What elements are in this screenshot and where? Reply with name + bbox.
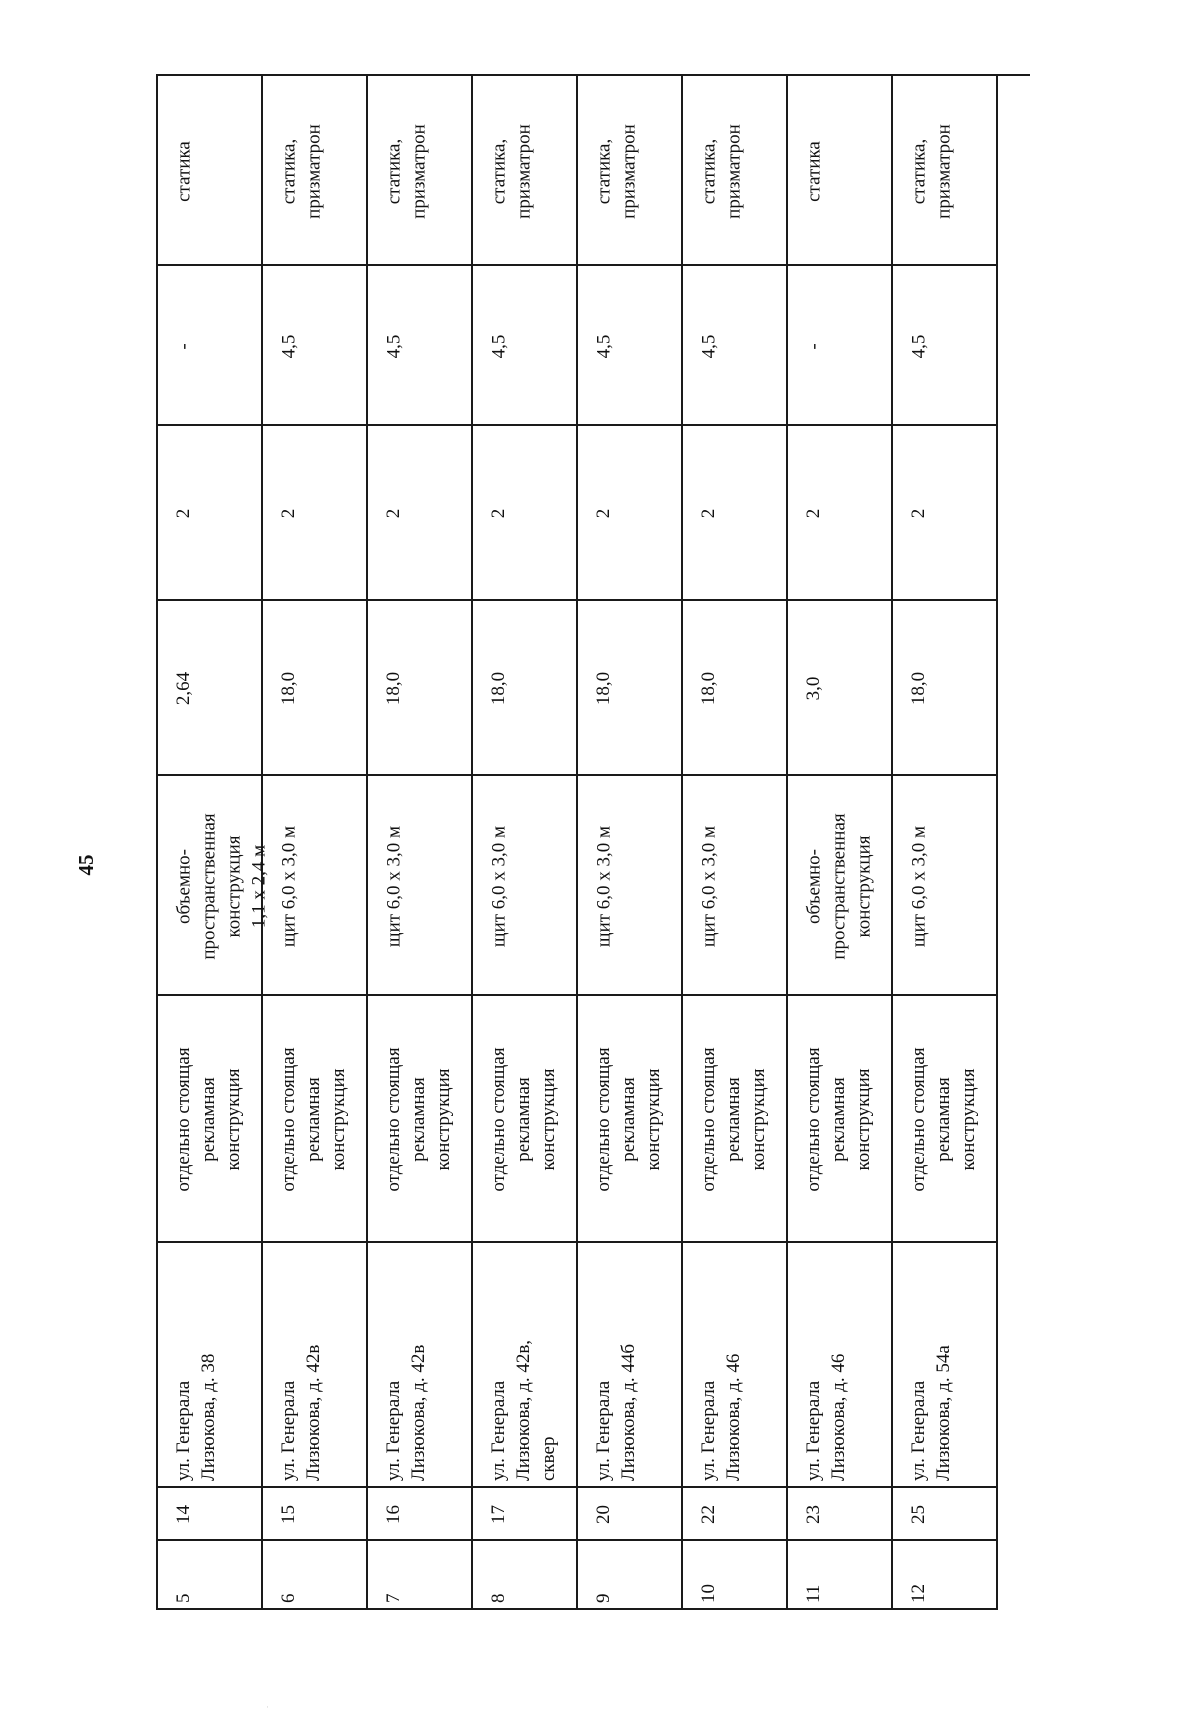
cell-type [683,996,788,1243]
cell-text-type: отдельно стоящая рекламная конструкция [173,1047,244,1192]
cell-code [578,1488,683,1541]
table-row [368,76,473,1610]
cell-text-mode: статика, призматрон [698,123,744,219]
cell-area [473,601,578,776]
advertising-structures-table [156,74,1030,1610]
cell-text-no: 5 [173,1593,194,1603]
cell-text-kind: объемно- пространственная конструкция 1,1 х 2,4 м [173,812,269,960]
cell-text-area: 2,64 [173,671,194,706]
cell-text-no: 12 [908,1584,929,1603]
cell-text-area: 18,0 [278,671,299,706]
cell-text-area: 18,0 [383,671,404,706]
cell-height [893,266,998,426]
cell-text-mode: статика, призматрон [383,123,429,219]
cell-type [893,996,998,1243]
cell-text-address: ул. Генерала Лизюкова, д. 38 [173,1353,219,1481]
cell-code [683,1488,788,1541]
cell-mode [368,76,473,266]
cell-height [368,266,473,426]
cell-sides [683,426,788,601]
cell-address [368,1243,473,1488]
cell-mode [578,76,683,266]
cell-type [473,996,578,1243]
table-row [158,76,269,1610]
cell-text-kind: щит 6,0 х 3,0 м [383,825,404,947]
cell-text-area: 18,0 [698,671,719,706]
cell-text-address: ул. Генерала Лизюкова, д. 44б [593,1343,639,1481]
cell-height [473,266,578,426]
cell-text-height: - [803,342,824,350]
cell-kind [368,776,473,996]
cell-text-address: ул. Генерала Лизюкова, д. 42в [383,1344,429,1481]
cell-text-kind: щит 6,0 х 3,0 м [908,825,929,947]
cell-text-code: 17 [488,1505,509,1524]
cell-text-sides: 2 [803,508,824,519]
cell-text-type: отдельно стоящая рекламная конструкция [698,1047,769,1192]
cell-text-sides: 2 [173,508,194,519]
cell-text-height: 4,5 [593,334,614,358]
cell-height [158,266,263,426]
cell-text-kind: щит 6,0 х 3,0 м [698,825,719,947]
cell-text-area: 18,0 [593,671,614,706]
cell-kind [788,776,893,996]
cell-text-type: отдельно стоящая рекламная конструкция [593,1047,664,1192]
cell-sides [263,426,368,601]
cell-text-mode: статика, призматрон [488,123,534,219]
cell-area [368,601,473,776]
cell-text-code: 14 [173,1505,194,1524]
cell-no [683,1541,788,1610]
cell-text-area: 18,0 [908,671,929,706]
cell-text-height: 4,5 [278,334,299,358]
cell-code [158,1488,263,1541]
cell-height [578,266,683,426]
cell-text-sides: 2 [488,508,509,519]
cell-no [788,1541,893,1610]
cell-sides [368,426,473,601]
cell-area [578,601,683,776]
cell-text-type: отдельно стоящая рекламная конструкция [908,1047,979,1192]
cell-text-no: 11 [803,1584,824,1603]
cell-text-address: ул. Генерала Лизюкова, д. 54а [908,1345,954,1481]
cell-address [788,1243,893,1488]
cell-mode [473,76,578,266]
cell-mode [263,76,368,266]
cell-text-type: отдельно стоящая рекламная конструкция [803,1047,874,1192]
cell-code [368,1488,473,1541]
cell-text-mode: статика, призматрон [593,123,639,219]
cell-height [788,266,893,426]
cell-kind [158,776,269,996]
cell-text-no: 7 [383,1593,404,1603]
cell-kind [473,776,578,996]
table-row [893,76,998,1610]
cell-code [473,1488,578,1541]
cell-text-code: 15 [278,1505,299,1524]
cell-sides [578,426,683,601]
cell-sides [158,426,263,601]
cell-text-sides: 2 [908,508,929,519]
cell-text-no: 9 [593,1593,614,1603]
cell-type [788,996,893,1243]
cell-no [368,1541,473,1610]
table-row [473,76,578,1610]
cell-text-no: 8 [488,1593,509,1603]
cell-address [893,1243,998,1488]
cell-text-address: ул. Генерала Лизюкова, д. 42в, сквер [488,1339,559,1481]
table-row [788,76,893,1610]
cell-text-no: 6 [278,1593,299,1603]
cell-type [158,996,263,1243]
cell-code [788,1488,893,1541]
cell-no [473,1541,578,1610]
cell-text-address: ул. Генерала Лизюкова, д. 42в [278,1344,324,1481]
cell-code [263,1488,368,1541]
cell-text-type: отдельно стоящая рекламная конструкция [278,1047,349,1192]
cell-text-code: 25 [908,1505,929,1524]
cell-text-sides: 2 [698,508,719,519]
cell-address [683,1243,788,1488]
cell-no [893,1541,998,1610]
cell-text-height: 4,5 [488,334,509,358]
cell-no [158,1541,263,1610]
cell-text-area: 3,0 [803,676,824,701]
cell-text-height: - [173,342,194,350]
cell-text-kind: щит 6,0 х 3,0 м [593,825,614,947]
cell-type [578,996,683,1243]
page-number: 45 [74,854,98,876]
cell-text-mode: статика [803,140,824,202]
cell-type [263,996,368,1243]
cell-height [263,266,368,426]
cell-sides [788,426,893,601]
table-row [683,76,788,1610]
cell-area [788,601,893,776]
cell-sides [473,426,578,601]
cell-address [578,1243,683,1488]
cell-address [158,1243,263,1488]
cell-sides [893,426,998,601]
table-row [263,76,368,1610]
cell-text-sides: 2 [383,508,404,519]
table-row [578,76,683,1610]
cell-kind [263,776,368,996]
cell-text-area: 18,0 [488,671,509,706]
cell-kind [578,776,683,996]
cell-text-height: 4,5 [908,334,929,358]
cell-text-height: 4,5 [698,334,719,358]
cell-text-height: 4,5 [383,334,404,358]
cell-text-code: 23 [803,1505,824,1524]
cell-area [263,601,368,776]
scan-speck: · [266,1702,269,1712]
cell-text-mode: статика [173,140,194,202]
cell-text-sides: 2 [593,508,614,519]
cell-text-sides: 2 [278,508,299,519]
cell-text-mode: статика, призматрон [278,123,324,219]
cell-text-kind: щит 6,0 х 3,0 м [278,825,299,947]
cell-text-mode: статика, призматрон [908,123,954,219]
cell-text-address: ул. Генерала Лизюкова, д. 46 [803,1353,849,1481]
cell-text-kind: щит 6,0 х 3,0 м [488,825,509,947]
cell-type [368,996,473,1243]
cell-text-no: 10 [698,1584,719,1603]
cell-kind [683,776,788,996]
cell-mode [788,76,893,266]
cell-address [473,1243,578,1488]
cell-kind [893,776,998,996]
cell-text-kind: объемно- пространственная конструкция [803,812,874,960]
cell-text-code: 22 [698,1505,719,1524]
cell-text-code: 16 [383,1505,404,1524]
cell-mode [158,76,263,266]
cell-text-type: отдельно стоящая рекламная конструкция [488,1047,559,1192]
cell-area [158,601,263,776]
cell-mode [683,76,788,266]
cell-code [893,1488,998,1541]
cell-no [263,1541,368,1610]
cell-text-code: 20 [593,1505,614,1524]
cell-area [893,601,998,776]
cell-no [578,1541,683,1610]
cell-mode [893,76,998,266]
cell-text-type: отдельно стоящая рекламная конструкция [383,1047,454,1192]
cell-text-address: ул. Генерала Лизюкова, д. 46 [698,1353,744,1481]
cell-area [683,601,788,776]
cell-address [263,1243,368,1488]
cell-height [683,266,788,426]
